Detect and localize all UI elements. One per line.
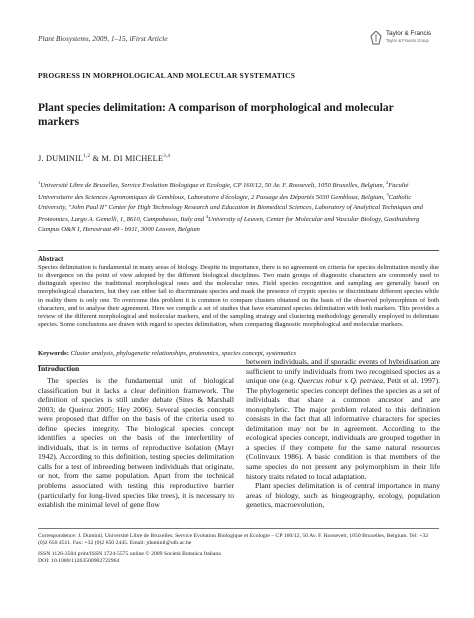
abstract-box xyxy=(38,250,439,366)
paper-title: Plant species delimitation: A comparison of morphological and molecular markers xyxy=(38,102,394,128)
intro-text: between individuals, and if sporadic events of hybridisation are sufficient to unify individuals from two recognised species as a unique one (e.g. xyxy=(246,357,440,386)
footnote-rule xyxy=(38,528,439,529)
affiliation-sup: 2 xyxy=(385,180,389,185)
affiliation-sup: 3 xyxy=(386,192,389,198)
publisher-name: Taylor & Francis xyxy=(386,30,432,37)
affiliation-sup: 1 xyxy=(38,180,41,185)
author-name: J. DUMINIL xyxy=(38,154,84,163)
intro-right-column xyxy=(246,357,440,510)
intro-paragraph: The species is the fundamental unit of biological classification but it lacks a clear definition framework. The definition of species is still under debate (Sites & Marshall 2003; de Queiroz 2005; Hey 2006). Several species concepts were proposed that differ on the basis of the criteria used to define species integrity. The biological species concept identifies a species on the basis of the interfertility of individuals, that is in terms of reproductive isolation (Mayr 1942). According to this definition, testing species delimitation calls for a test of inbreeding between individuals that originate, or not, from the same population. Apart from the technical problems associated with testing this reproductive barrier (particularly for long-lived species like trees), it is necessary to establish the minimal level of gene flow xyxy=(38,376,234,510)
author-name: M. DI MICHELE xyxy=(101,154,164,163)
keywords xyxy=(38,350,439,357)
affiliation-text: Faculté Universitaire des Sciences Agronomiques de Gembloux, Laboratoire d'écologie, 2 Passage des Déportés 5030 Gembloux, Belgium, xyxy=(38,182,409,202)
author-affiliation-sup: 3,4 xyxy=(163,154,171,160)
species-name: Quercus robur xyxy=(297,376,343,386)
affiliations xyxy=(38,178,440,234)
intro-heading: Introduction xyxy=(38,364,80,373)
affiliation-text: University of Leuven, Center for Molecular and Vascular Biology, Gasthuisberg Campus O&N I, Herestraat 49 - b911, 3000 Leuven, Belgium xyxy=(38,216,420,233)
species-name: Q. petraea xyxy=(350,376,384,386)
publisher-logo-icon xyxy=(370,31,382,45)
journal-citation: Plant Biosystems, 2009, 1–15, iFirst Article xyxy=(38,34,168,43)
section-label: PROGRESS IN MORPHOLOGICAL AND MOLECULAR SYSTEMATICS xyxy=(38,71,296,80)
issn-line: ISSN 1126-3504 print/ISSN 1724-5575 online © 2009 Società Botanica Italiana xyxy=(38,550,221,557)
affiliation-text: Catholic University, "John Paul II" Center for High Technology Research and Education in Biomedical Sciences, Laboratory of Analytical Techniques and Proteomics, Largo A. Gemelli, 1, 8610, Campobasso, Italy and xyxy=(38,194,423,224)
affiliation-text: Université Libre de Bruxelles, Service Evolution Biologique et Ecologie, CP 160/12, 50 Av. F. Roosevelt, 1050 Bruxelles, Belgium, xyxy=(40,182,386,190)
author-line xyxy=(38,154,170,163)
intro-paragraph: Plant species delimitation is of central importance in many areas of biology, such as biogeography, ecology, population genetics, macroevolution, xyxy=(246,481,440,510)
abstract-heading: Abstract xyxy=(38,256,64,263)
abstract-text: Species delimitation is fundamental in many areas of biology. Despite its importance, there is no agreement on criteria for species delimitation mostly due to divergence on the point of view adopted by the different biological disciplines. Two main groups of diagnostic characters are commonly used to distinguish species: the traditional morphological ones and the molecular ones. Field species recognition and sampling are generally based on morphological characters, but they can either fail to discriminate species and mask the presence of cryptic species or discriminate different species while in reality there is only one. To overcome this problem it is common to compare clusters obtained on the basis of the observed polymorphism of both characters, and to analyse their agreement. Here we compile a set of studies that have examined species delimitation with both markers. This provides a review of the different morphological and molecular markers, and of the sampling strategy and clustering methodology generally employed to delimitate species. Some conclusions are drawn with regard to species delimitation, when comparing diagnostic morphological and molecular markers. xyxy=(38,264,439,329)
keywords-label: Keywords: xyxy=(38,350,69,357)
intro-left-column xyxy=(38,376,234,510)
footnote xyxy=(38,533,439,566)
affiliation-sup: 4 xyxy=(205,214,208,220)
correspondence-note: Correspondence: J. Duminil, Université Libre de Bruxelles, Service Evolution Biologique et Ecologie – CP 160/12, 50 Av. F. Roosevelt, 1050 Bruxelles, Belgium. Tel: +32 (0)2 650 4511. Fax: +32 (0)2 650 2445. Email: jduminil@ulb.ac.be xyxy=(38,533,429,547)
doi-line: DOI: 10.1080/11263500902722964 xyxy=(38,558,120,565)
author-separator: & xyxy=(90,154,102,163)
keywords-text: Cluster analysis, phylogenetic relationships, proteomics, species concept, systematics xyxy=(70,350,297,357)
abstract-top-rule xyxy=(38,250,439,251)
author-affiliation-sup: 1,2 xyxy=(83,154,91,160)
publisher-subname: Taylor & Francis Group xyxy=(386,38,429,43)
intro-paragraph xyxy=(246,357,440,481)
intro-text: , Petit et al. 1997). The phylogenetic species concept defines the species as a set of individuals that share a common ancestor and are monophyletic. The major problem related to this definition consists in the fact that all informative characters for species delimitation may not be in agreement. According to the ecological species concept, individuals are grouped together in a species if they compete for the same natural resources (Colinvaux 1986). A basic condition is that members of the same species do not present any polymorphism in their life history traits related to local adaptation. xyxy=(246,376,440,481)
publisher-logo xyxy=(370,28,450,50)
intro-text: x xyxy=(342,376,351,386)
